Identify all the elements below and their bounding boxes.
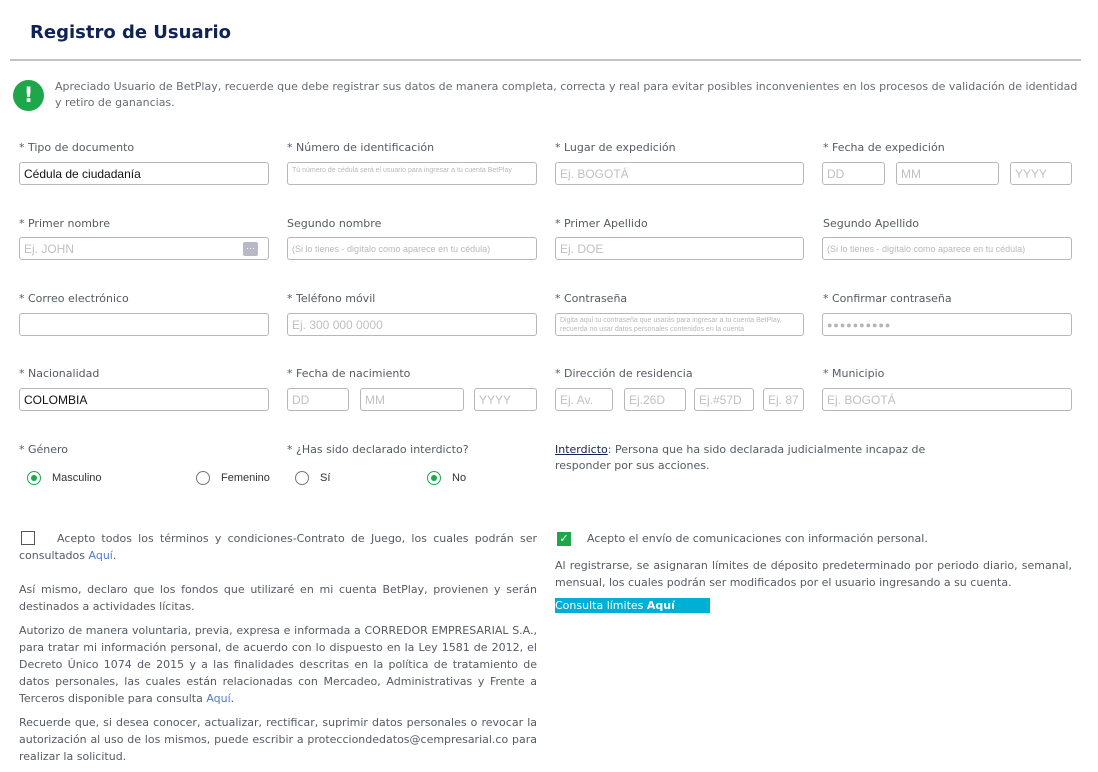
- telefono-input[interactable]: Ej. 300 000 0000: [287, 313, 537, 336]
- lugar-expedicion-input[interactable]: Ej. BOGOTÁ: [555, 162, 804, 185]
- terms-link[interactable]: Aquí: [88, 549, 113, 562]
- primer-nombre-label: * Primer nombre: [19, 217, 110, 230]
- autofill-icon[interactable]: ⋯: [243, 242, 258, 256]
- radio-femenino-label: Femenino: [221, 472, 270, 484]
- header-divider: [10, 59, 1081, 61]
- page-title: Registro de Usuario: [30, 22, 232, 43]
- direccion-part3-input[interactable]: Ej.#57D: [694, 388, 754, 411]
- fecha-nacimiento-day[interactable]: DD: [287, 388, 349, 411]
- terms-text-end: .: [112, 549, 117, 562]
- radio-unselected-icon: [196, 471, 210, 485]
- interdicto-label: * ¿Has sido declarado interdicto?: [287, 443, 469, 456]
- consulta-limites-button[interactable]: [555, 598, 710, 613]
- segundo-nombre-input[interactable]: (Si lo tienes - digítalo como aparece en tu cédula): [287, 237, 537, 260]
- fecha-expedicion-month[interactable]: MM: [896, 162, 999, 185]
- authorization-link[interactable]: Aquí: [206, 692, 231, 705]
- lugar-expedicion-label: * Lugar de expedición: [555, 141, 676, 154]
- primer-apellido-input[interactable]: Ej. DOE: [555, 237, 804, 260]
- fecha-nacimiento-month[interactable]: MM: [360, 388, 464, 411]
- numero-identificacion-label: * Número de identificación: [287, 141, 435, 154]
- radio-masculino[interactable]: [27, 471, 102, 485]
- direccion-part4-input[interactable]: Ej. 87: [763, 388, 804, 411]
- radio-interdicto-no[interactable]: [427, 471, 466, 485]
- genero-label: * Género: [19, 443, 69, 456]
- municipio-input[interactable]: Ej. BOGOTÁ: [822, 388, 1072, 411]
- fecha-expedicion-label: * Fecha de expedición: [823, 141, 945, 154]
- terms-text-body: Acepto todos los términos y condiciones-Contrato de Juego, los cuales podrán ser consultados: [19, 532, 537, 562]
- municipio-label: * Municipio: [823, 367, 885, 380]
- fecha-nacimiento-label: * Fecha de nacimiento: [287, 367, 411, 380]
- primer-apellido-label: * Primer Apellido: [555, 217, 648, 230]
- radio-selected-icon: [27, 471, 41, 485]
- terms-text: [19, 530, 537, 564]
- contrasena-label: * Contraseña: [555, 292, 628, 305]
- direccion-label: * Dirección de residencia: [555, 367, 693, 380]
- data-rights-reminder: Recuerde que, si desea conocer, actualizar, rectificar, suprimir datos personales o revocar la autorización al uso de los mismos, puede escribir a protecciondedatos@cempresarial.co para realizar la solicitud.: [19, 716, 537, 763]
- authorization-text: Autorizo de manera voluntaria, previa, expresa e informada a CORREDOR EMPRESARIAL S.A., para tratar mi información personal, de acuerdo con lo dispuesto en la Ley 1581 de 2012, el Decreto Único 1074 de 2015 y a las finalidades descritas en la política de tratamiento de datos personales, las cuales están relacionadas con Mercadeo, Administrativas y Frente a Terceros disponible para consulta: [19, 624, 537, 705]
- contrasena-input[interactable]: Digita aquí tu contraseña que usarás para ingresar a tu cuenta BetPlay, recuerda no usar datos personales contenidos en la cuenta: [555, 313, 804, 336]
- interdicto-term: Interdicto: [555, 443, 608, 456]
- tipo-documento-label: * Tipo de documento: [19, 141, 135, 154]
- exclamation-icon: !: [13, 80, 44, 111]
- communications-text: Acepto el envío de comunicaciones con información personal.: [587, 532, 928, 545]
- confirmar-contrasena-input[interactable]: ●●●●●●●●●●: [822, 313, 1072, 336]
- correo-label: * Correo electrónico: [19, 292, 129, 305]
- interdicto-definition-text: : Persona que ha sido declarada judicialmente incapaz de responder por sus acciones.: [555, 443, 926, 472]
- communications-checkbox[interactable]: [557, 532, 571, 546]
- radio-selected-icon: [427, 471, 441, 485]
- telefono-label: * Teléfono móvil: [287, 292, 376, 305]
- confirmar-contrasena-label: * Confirmar contraseña: [823, 292, 952, 305]
- direccion-part1-input[interactable]: Ej. Av.: [555, 388, 613, 411]
- interdicto-definition: [555, 442, 975, 474]
- authorization-text-end: .: [230, 692, 235, 705]
- radio-no-label: No: [452, 472, 467, 484]
- radio-unselected-icon: [295, 471, 309, 485]
- nacionalidad-select[interactable]: COLOMBIA: [19, 388, 269, 411]
- nacionalidad-label: * Nacionalidad: [19, 367, 100, 380]
- fecha-nacimiento-year[interactable]: YYYY: [474, 388, 537, 411]
- funds-declaration: Así mismo, declaro que los fondos que utilizaré en mi cuenta BetPlay, provienen y serán destinados a actividades lícitas.: [19, 583, 537, 613]
- tipo-documento-select[interactable]: Cédula de ciudadanía: [19, 162, 269, 185]
- check-icon: ✓: [559, 532, 569, 545]
- radio-interdicto-si[interactable]: [295, 471, 330, 485]
- primer-nombre-placeholder: Ej. JOHN: [24, 241, 75, 256]
- primer-nombre-input[interactable]: [19, 237, 269, 260]
- numero-identificacion-input[interactable]: Tú número de cédula será el usuario para ingresar a tu cuenta BetPlay: [287, 162, 537, 185]
- limits-button-link: Aquí: [646, 599, 675, 612]
- radio-femenino[interactable]: [196, 471, 270, 485]
- notice-text: Apreciado Usuario de BetPlay, recuerde que debe registrar sus datos de manera completa, correcta y real para evitar posibles inconvenientes en los procesos de validación de identidad y retiro de ganancias.: [55, 80, 1078, 109]
- limits-info: Al registrarse, se asignaran límites de déposito predeterminado por periodo diario, semanal, mensual, los cuales podrán ser modificados por el usuario ingresando a su cuenta.: [555, 559, 1072, 589]
- radio-masculino-label: Masculino: [52, 472, 102, 484]
- direccion-part2-input[interactable]: Ej.26D: [624, 388, 686, 411]
- segundo-apellido-label: Segundo Apellido: [823, 217, 920, 230]
- correo-input[interactable]: [19, 313, 269, 336]
- segundo-apellido-input[interactable]: (Si lo tienes - digítalo como aparece en tu cédula): [822, 237, 1072, 260]
- data-authorization: [19, 622, 537, 707]
- fecha-expedicion-year[interactable]: YYYY: [1010, 162, 1072, 185]
- fecha-expedicion-day[interactable]: DD: [822, 162, 885, 185]
- limits-button-text: Consulta límites: [555, 599, 647, 612]
- radio-si-label: Sí: [320, 472, 331, 484]
- segundo-nombre-label: Segundo nombre: [287, 217, 382, 230]
